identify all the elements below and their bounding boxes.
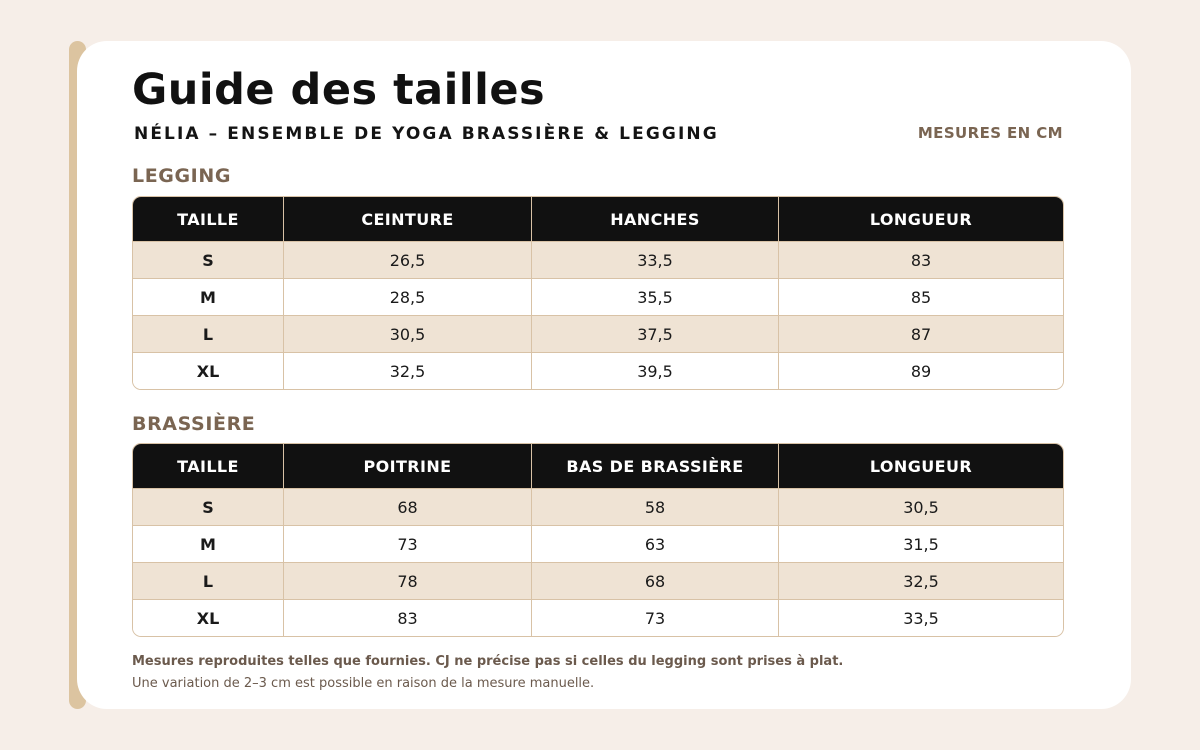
brassiere-table — [132, 443, 1064, 637]
table-cell: 30,5 — [778, 489, 1063, 525]
measurement-note: Mesures reproduites telles que fournies. CJ ne précise pas si celles du legging sont prises à plat. — [132, 654, 844, 669]
table-cell: 32,5 — [778, 563, 1063, 599]
table-row — [133, 352, 1063, 389]
column-header: LONGUEUR — [778, 444, 1063, 488]
table-cell: 58 — [531, 489, 778, 525]
table-cell: 32,5 — [283, 353, 531, 389]
column-header: BAS DE BRASSIÈRE — [531, 444, 778, 488]
table-cell: 31,5 — [778, 526, 1063, 562]
column-header: POITRINE — [283, 444, 531, 488]
table-cell: 39,5 — [531, 353, 778, 389]
column-header: LONGUEUR — [778, 197, 1063, 241]
size-cell: XL — [196, 608, 220, 628]
table-cell: 28,5 — [283, 279, 531, 315]
product-subtitle: NÉLIA – ENSEMBLE DE YOGA BRASSIÈRE & LEGGING — [134, 124, 719, 144]
size-cell: XL — [196, 361, 220, 381]
table-row — [133, 562, 1063, 599]
table-header-row — [133, 444, 1063, 488]
units-label: MESURES EN CM — [917, 124, 1063, 142]
table-cell: 37,5 — [531, 316, 778, 352]
table-cell: 85 — [778, 279, 1063, 315]
brassiere-section-title: BRASSIÈRE — [132, 413, 256, 435]
column-header: TAILLE — [177, 209, 239, 229]
table-row — [133, 315, 1063, 352]
table-row — [133, 278, 1063, 315]
variation-note: Une variation de 2–3 cm est possible en raison de la mesure manuelle. — [132, 676, 595, 691]
table-cell: 63 — [531, 526, 778, 562]
table-cell: 68 — [283, 489, 531, 525]
page-title: Guide des tailles — [132, 65, 546, 115]
size-cell: S — [202, 497, 214, 517]
table-cell: 83 — [283, 600, 531, 636]
table-cell: 83 — [778, 242, 1063, 278]
column-header: CEINTURE — [283, 197, 531, 241]
size-cell: S — [202, 250, 214, 270]
table-cell: 89 — [778, 353, 1063, 389]
size-cell: L — [202, 571, 214, 591]
table-header-row — [133, 197, 1063, 241]
table-cell: 33,5 — [531, 242, 778, 278]
table-row — [133, 488, 1063, 525]
size-cell: L — [202, 324, 214, 344]
table-row — [133, 599, 1063, 636]
column-header: HANCHES — [531, 197, 778, 241]
table-cell: 68 — [531, 563, 778, 599]
size-cell: M — [200, 287, 216, 307]
table-cell: 78 — [283, 563, 531, 599]
legging-section-title: LEGGING — [132, 165, 232, 187]
table-cell: 73 — [283, 526, 531, 562]
table-cell: 87 — [778, 316, 1063, 352]
table-row — [133, 525, 1063, 562]
table-cell: 30,5 — [283, 316, 531, 352]
table-cell: 33,5 — [778, 600, 1063, 636]
table-cell: 35,5 — [531, 279, 778, 315]
table-cell: 26,5 — [283, 242, 531, 278]
column-header: TAILLE — [177, 456, 239, 476]
legging-table — [132, 196, 1064, 390]
table-cell: 73 — [531, 600, 778, 636]
table-row — [133, 241, 1063, 278]
size-cell: M — [200, 534, 216, 554]
